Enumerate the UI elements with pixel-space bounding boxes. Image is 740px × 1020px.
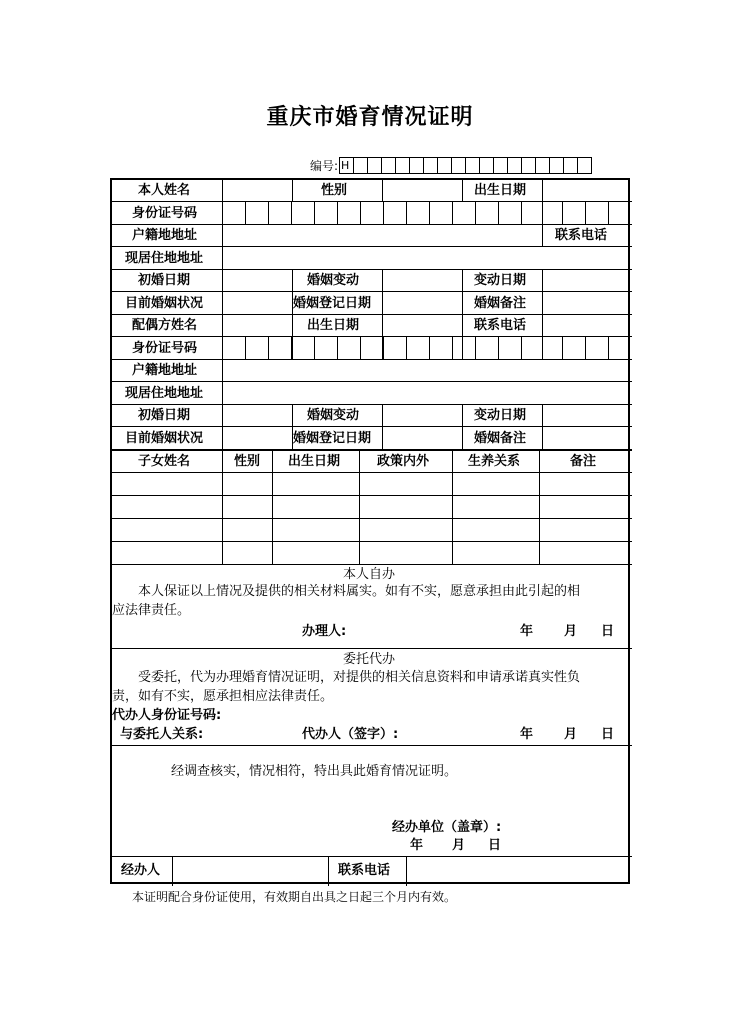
- id-digit-divider: [314, 336, 315, 359]
- col-line: [462, 404, 463, 449]
- verification-day: 日: [488, 838, 502, 853]
- col-line: [539, 449, 540, 564]
- col-line: [462, 180, 463, 201]
- spouse-id-label: 身份证号码: [132, 341, 198, 356]
- self-reg-date-label: 婚姻登记日期: [293, 296, 372, 311]
- id-digit-divider: [406, 336, 407, 359]
- row-line: [112, 224, 632, 225]
- self-marriage-change-label: 婚姻变动: [307, 273, 360, 288]
- col-line: [359, 449, 360, 564]
- entrusted-month: 月: [564, 727, 578, 742]
- footer-note: 本证明配合身份证使用，有效期自出具之日起三个月内有效。: [132, 890, 457, 904]
- serial-boxes[interactable]: [340, 157, 592, 174]
- spouse-residence-label: 现居住地地址: [125, 386, 204, 401]
- handler-label: 办理人:: [302, 624, 347, 639]
- id-digit-divider: [268, 336, 269, 359]
- self-phone-label: 联系电话: [555, 228, 608, 243]
- id-digit-divider: [383, 201, 384, 224]
- row-line: [112, 564, 632, 565]
- verification-year: 年: [410, 838, 424, 853]
- self-id-label: 身份证号码: [132, 206, 198, 221]
- row-line: [112, 426, 632, 427]
- spouse-marriage-change-label: 婚姻变动: [307, 408, 360, 423]
- row-line: [112, 472, 632, 473]
- self-marital-status-label: 目前婚姻状况: [125, 296, 204, 311]
- id-digit-divider: [337, 336, 338, 359]
- clerk-label: 经办人: [121, 863, 161, 878]
- serial-digit-box[interactable]: [507, 157, 522, 174]
- col-line: [292, 180, 293, 201]
- entrusted-day: 日: [601, 727, 615, 742]
- entrusted-statement-line2: 责，如有不实，愿承担相应法律责任。: [112, 689, 334, 704]
- id-digit-divider: [291, 201, 292, 224]
- serial-digit-box[interactable]: [451, 157, 466, 174]
- col-line: [542, 224, 543, 246]
- entrusted-heading: 委托代办: [343, 652, 396, 667]
- self-remark-label: 婚姻备注: [474, 296, 527, 311]
- serial-digit-box[interactable]: [437, 157, 452, 174]
- self-handle-year: 年: [520, 624, 534, 639]
- spouse-phone-label: 联系电话: [474, 318, 527, 333]
- id-digit-divider: [498, 336, 499, 359]
- serial-digit-box[interactable]: [395, 157, 410, 174]
- id-digit-divider: [585, 336, 586, 359]
- id-digit-divider: [608, 201, 609, 224]
- self-residence-label: 现居住地地址: [125, 251, 204, 266]
- relation-label: 与委托人关系:: [120, 727, 204, 742]
- children-header-policy: 政策内外: [377, 454, 430, 469]
- col-line: [462, 269, 463, 359]
- self-handle-statement-line2: 应法律责任。: [112, 603, 191, 618]
- children-header-relation: 生养关系: [468, 454, 521, 469]
- id-digit-divider: [585, 201, 586, 224]
- col-line: [382, 404, 383, 449]
- id-digit-divider: [475, 201, 476, 224]
- col-line: [452, 449, 453, 564]
- id-digit-divider: [245, 336, 246, 359]
- spouse-marital-status-label: 目前婚姻状况: [125, 431, 204, 446]
- self-handle-statement-line1: 本人保证以上情况及提供的相关材料属实。如有不实，愿意承担由此引起的相: [138, 584, 581, 599]
- id-digit-divider: [360, 336, 361, 359]
- id-digit-divider: [314, 201, 315, 224]
- row-line: [112, 541, 632, 542]
- id-digit-divider: [406, 201, 407, 224]
- id-digit-divider: [542, 336, 543, 359]
- section-line: [112, 745, 632, 746]
- col-line: [172, 856, 173, 886]
- col-line: [272, 449, 273, 564]
- id-digit-divider: [291, 336, 292, 359]
- children-header-remark: 备注: [570, 454, 597, 469]
- row-line: [112, 449, 632, 451]
- id-digit-divider: [452, 336, 453, 359]
- id-digit-divider: [452, 201, 453, 224]
- id-digit-divider: [521, 336, 522, 359]
- col-line: [222, 449, 223, 564]
- serial-digit-box[interactable]: [479, 157, 494, 174]
- col-line: [542, 180, 543, 201]
- self-name-label: 本人姓名: [138, 183, 191, 198]
- spouse-remark-label: 婚姻备注: [474, 431, 527, 446]
- row-line: [112, 291, 632, 292]
- id-digit-divider: [521, 201, 522, 224]
- row-line: [112, 518, 632, 519]
- id-digit-divider: [475, 336, 476, 359]
- self-first-marriage-label: 初婚日期: [138, 273, 191, 288]
- row-line: [112, 404, 632, 405]
- certificate-form: [110, 178, 630, 884]
- id-digit-divider: [429, 201, 430, 224]
- serial-digit-box[interactable]: [521, 157, 536, 174]
- serial-digit-box[interactable]: [381, 157, 396, 174]
- col-line: [542, 404, 543, 449]
- spouse-birth-date-label: 出生日期: [307, 318, 360, 333]
- id-digit-divider: [360, 201, 361, 224]
- row-line: [112, 336, 632, 337]
- id-digit-divider: [562, 201, 563, 224]
- col-line: [382, 180, 383, 201]
- id-digit-divider: [608, 336, 609, 359]
- serial-digit-box[interactable]: H: [339, 157, 354, 174]
- serial-digit-box[interactable]: [493, 157, 508, 174]
- id-digit-divider: [542, 201, 543, 224]
- entrusted-statement: [112, 666, 632, 708]
- spouse-name-label: 配偶方姓名: [132, 318, 198, 333]
- row-line: [112, 269, 632, 270]
- handling-unit-label: 经办单位（盖章）:: [392, 820, 502, 835]
- serial-label: 编号:: [310, 158, 339, 173]
- row-line: [112, 381, 632, 382]
- page-title: 重庆市婚育情况证明: [266, 105, 474, 130]
- row-line: [112, 314, 632, 315]
- section-line: [112, 856, 632, 857]
- id-digit-divider: [562, 336, 563, 359]
- id-digit-divider: [383, 336, 384, 359]
- spouse-reg-date-label: 婚姻登记日期: [293, 431, 372, 446]
- row-line: [112, 495, 632, 496]
- serial-digit-box[interactable]: [577, 157, 592, 174]
- serial-digit-box[interactable]: [353, 157, 368, 174]
- serial-digit-box[interactable]: [465, 157, 480, 174]
- children-header-gender: 性别: [234, 454, 261, 469]
- id-digit-divider: [337, 201, 338, 224]
- col-line: [222, 180, 223, 449]
- children-header-name: 子女姓名: [138, 454, 191, 469]
- serial-digit-box[interactable]: [535, 157, 550, 174]
- id-digit-divider: [429, 336, 430, 359]
- agent-id-label: 代办人身份证号码:: [112, 708, 222, 723]
- self-handle-heading: 本人自办: [343, 567, 396, 582]
- id-digit-divider: [245, 201, 246, 224]
- spouse-change-date-label: 变动日期: [474, 408, 527, 423]
- col-line: [292, 269, 293, 359]
- self-handle-month: 月: [564, 624, 578, 639]
- row-line: [112, 246, 632, 247]
- self-household-label: 户籍地地址: [132, 228, 198, 243]
- serial-digit-box[interactable]: [549, 157, 564, 174]
- section-line: [112, 648, 632, 649]
- serial-digit-box[interactable]: [409, 157, 424, 174]
- col-line: [328, 856, 329, 886]
- agent-sign-label: 代办人（签字）:: [302, 727, 399, 742]
- serial-digit-box[interactable]: [563, 157, 578, 174]
- verification-text: 经调查核实，情况相符，特出具此婚育情况证明。: [171, 764, 458, 779]
- entrusted-statement-line1: 受委托，代为办理婚育情况证明，对提供的相关信息资料和申请承诺真实性负: [138, 670, 581, 685]
- row-line: [112, 201, 632, 202]
- spouse-first-marriage-label: 初婚日期: [138, 408, 191, 423]
- serial-digit-box[interactable]: [423, 157, 438, 174]
- serial-number-field: [310, 156, 592, 174]
- spouse-household-label: 户籍地地址: [132, 363, 198, 378]
- id-digit-divider: [498, 201, 499, 224]
- self-gender-label: 性别: [321, 183, 348, 198]
- self-handle-statement: [112, 580, 632, 622]
- serial-digit-box[interactable]: [367, 157, 382, 174]
- self-birth-date-label: 出生日期: [474, 183, 527, 198]
- clerk-phone-label: 联系电话: [338, 863, 391, 878]
- col-line: [406, 856, 407, 886]
- row-line: [112, 359, 632, 360]
- id-digit-divider: [268, 201, 269, 224]
- children-header-birth-date: 出生日期: [288, 454, 341, 469]
- self-change-date-label: 变动日期: [474, 273, 527, 288]
- verification-month: 月: [452, 838, 466, 853]
- entrusted-year: 年: [520, 727, 534, 742]
- self-handle-day: 日: [601, 624, 615, 639]
